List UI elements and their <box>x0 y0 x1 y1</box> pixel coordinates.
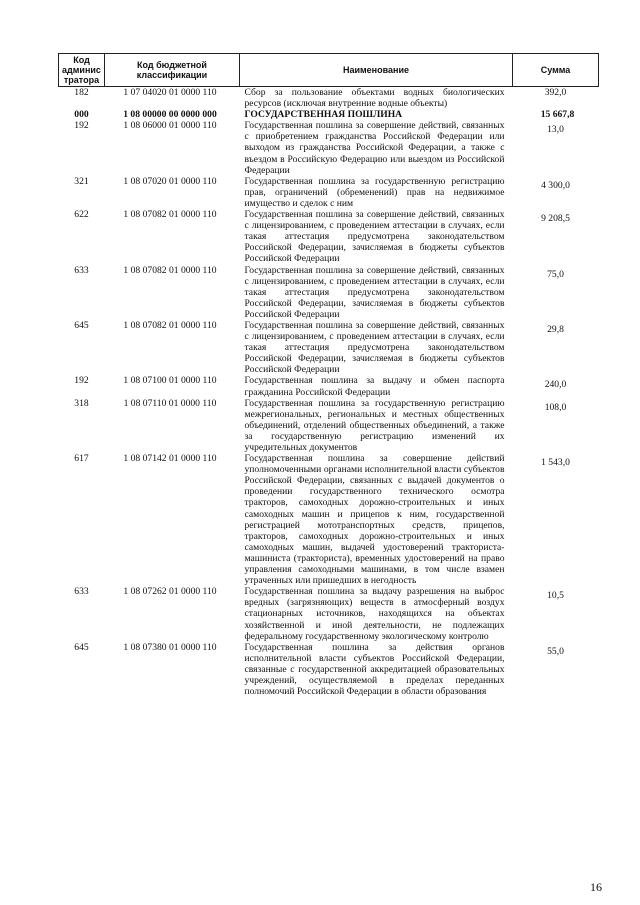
name-cell: Государственная пошлина за государственную регистрацию межрегиональных, региональных и местных общественных объединений, отделений общественных объединений, а также за государственную регистрацию изменений их учредительных документов <box>244 397 505 453</box>
budget-code-cell: 1 08 06000 01 0000 110 <box>123 120 217 132</box>
table-row <box>59 109 599 120</box>
header-name: Наименование <box>240 54 513 87</box>
name-cell: Государственная пошлина за совершение действий уполномоченными органами исполнительной власти субъектов Российской Федерации, связанных с выдачей документов о проведении государственного технического осмотра тракторов, самоходных дорожно-строительных и иных самоходных машин и прицепов к ним, государственной регистрацией мототранспортных средств, прицепов, тракторов, самоходных дорожно-строительных и иных самоходных машин, выдачей удостоверений тракториста-машиниста (тракториста), временных удостоверений на право управления самоходными машинами, в том числе взамен утраченных или пришедших в негодность <box>244 453 505 587</box>
sum-value: 240,0 <box>544 379 567 391</box>
budget-code-cell: 1 08 07082 01 0000 110 <box>123 209 217 221</box>
admin-code-cell: 617 <box>74 453 89 465</box>
sum-cell <box>513 87 599 110</box>
page-number: 16 <box>590 880 602 894</box>
sum-cell <box>513 120 599 175</box>
sum-cell <box>513 265 599 320</box>
sum-cell <box>513 209 599 264</box>
budget-code-cell: 1 08 07142 01 0000 110 <box>123 453 217 465</box>
admin-code-cell: 633 <box>74 264 89 276</box>
budget-code-cell: 1 08 07110 01 0000 110 <box>123 397 217 409</box>
name-cell: Государственная пошлина за совершение действий, связанных с лицензированием, с проведением аттестации в случаях, если такая аттестация предусмотрена законодательством Российской Федерации, зачисляемая в бюджеты субъектов Российской Федерации <box>244 209 505 265</box>
admin-code-cell: 192 <box>74 120 89 132</box>
budget-code-cell: 1 08 07082 01 0000 110 <box>123 264 217 276</box>
table-row <box>59 209 599 264</box>
sum-cell <box>513 320 599 375</box>
table-row <box>59 642 599 697</box>
sum-value: 4 300,0 <box>541 179 570 191</box>
table-header-row <box>59 54 599 87</box>
table-row <box>59 176 599 209</box>
table-row <box>59 320 599 375</box>
name-cell: Государственная пошлина за выдачу разрешения на выброс вредных (загрязняющих) веществ в атмосферный воздух стационарных источников, находящихся на объектах хозяйственной и иной деятельности, не подлежащих федеральному государственному экологическому контролю <box>244 586 505 642</box>
name-cell: Государственная пошлина за действия органов исполнительной власти субъектов Российской Федерации, связанные с государственной аккредитацией образовательных учреждений, осуществляемой в пределах переданных полномочий Российской Федерации в области образования <box>244 641 505 698</box>
sum-cell <box>513 398 599 453</box>
name-cell: Государственная пошлина за государственную регистрацию прав, ограничений (обременений) прав на недвижимое имущество и сделок с ним <box>244 175 505 209</box>
budget-revenue-table <box>58 53 599 697</box>
sum-cell <box>513 642 599 697</box>
table-row <box>59 265 599 320</box>
table-row <box>59 453 599 586</box>
name-cell: Сбор за пользование объектами водных биологических ресурсов (исключая внутренние водные объекты) <box>244 87 505 110</box>
name-cell: Государственная пошлина за выдачу и обмен паспорта гражданина Российской Федерации <box>244 375 505 398</box>
admin-code-cell: 645 <box>74 319 89 331</box>
budget-code-cell: 1 08 07082 01 0000 110 <box>123 319 217 331</box>
budget-code-cell: 1 07 04020 01 0000 110 <box>123 87 217 98</box>
name-cell: Государственная пошлина за совершение действий, связанных с лицензированием, с проведением аттестации в случаях, если такая аттестация предусмотрена законодательством Российской Федерации, зачисляемая в бюджеты субъектов Российской Федерации <box>244 319 505 376</box>
budget-code-cell: 1 08 07020 01 0000 110 <box>123 175 217 187</box>
header-admin-code: Код админис тратора <box>59 54 105 87</box>
sum-cell <box>513 109 599 120</box>
admin-code-cell: 633 <box>74 586 89 598</box>
table-row <box>59 375 599 397</box>
budget-code-cell: 1 08 07100 01 0000 110 <box>123 375 217 387</box>
table-row <box>59 87 599 110</box>
sum-value: 15 667,8 <box>540 109 575 121</box>
name-cell: Государственная пошлина за совершение действий, связанных с приобретением гражданства Российской Федерации или выходом из гражданства Российской Федерации, а также с въездом в Российскую Федерацию или выездом из Российской Федерации <box>244 120 505 176</box>
sum-cell <box>513 375 599 397</box>
admin-code-cell: 622 <box>74 209 89 221</box>
sum-cell <box>513 453 599 586</box>
name-cell: Государственная пошлина за совершение действий, связанных с лицензированием, с проведением аттестации в случаях, если такая аттестация предусмотрена законодательством Российской Федерации, зачисляемая в бюджеты субъектов Российской Федерации <box>244 264 505 320</box>
name-cell: ГОСУДАРСТВЕННАЯ ПОШЛИНА <box>244 109 403 121</box>
header-budget-code: Код бюджетной классификации <box>105 54 240 87</box>
table-body <box>59 87 599 698</box>
admin-code-cell: 192 <box>74 375 89 387</box>
sum-cell <box>513 586 599 641</box>
admin-code-cell: 645 <box>74 641 89 653</box>
sum-value: 13,0 <box>547 124 564 136</box>
admin-code-cell: 321 <box>74 175 89 187</box>
sum-value: 55,0 <box>547 645 564 657</box>
budget-code-cell: 1 08 07380 01 0000 110 <box>123 641 217 653</box>
table-row <box>59 398 599 453</box>
header-sum: Сумма <box>513 54 599 87</box>
sum-value: 9 208,5 <box>541 213 570 225</box>
table-row <box>59 120 599 175</box>
admin-code-cell: 182 <box>74 87 89 98</box>
sum-value: 29,8 <box>547 323 564 335</box>
sum-value: 108,0 <box>544 401 567 413</box>
table-row <box>59 586 599 641</box>
sum-cell <box>513 176 599 209</box>
budget-code-cell: 1 08 00000 00 0000 000 <box>123 109 217 121</box>
sum-value: 10,5 <box>547 590 564 602</box>
sum-value: 75,0 <box>547 268 564 280</box>
admin-code-cell: 318 <box>74 397 89 409</box>
budget-code-cell: 1 08 07262 01 0000 110 <box>123 586 217 598</box>
sum-value: 1 543,0 <box>541 457 570 469</box>
admin-code-cell: 000 <box>74 109 89 121</box>
sum-value: 392,0 <box>544 87 567 98</box>
